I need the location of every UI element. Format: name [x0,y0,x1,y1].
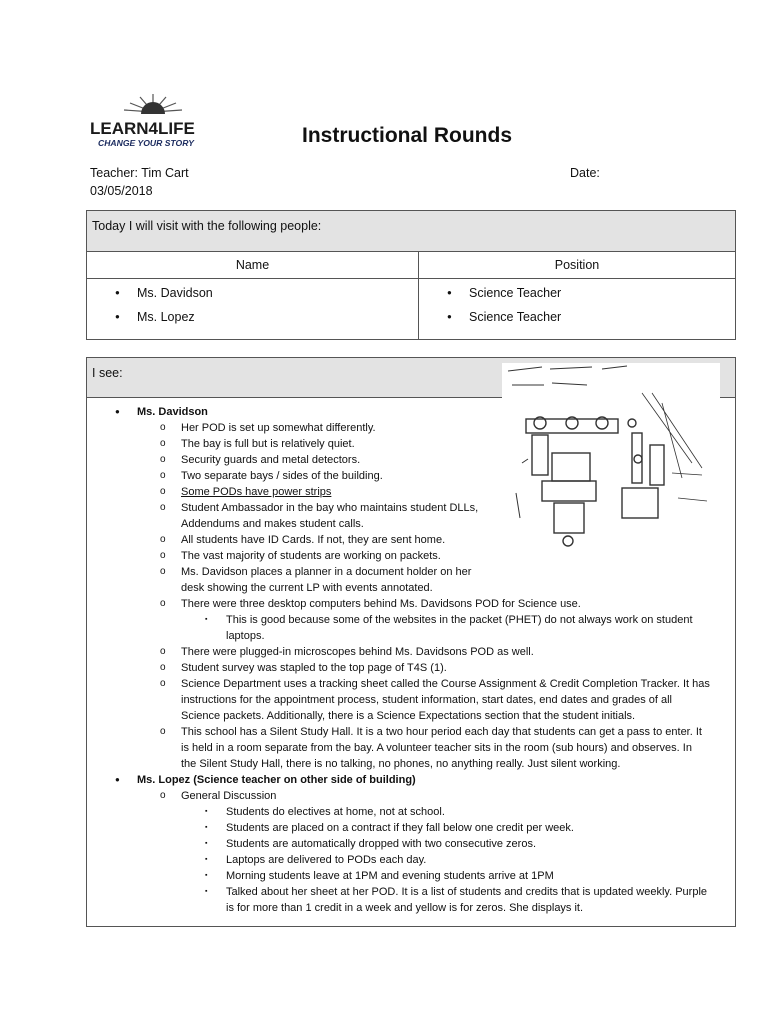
logo-wordmark: LEARN4LIFE [90,119,195,138]
underlined-note: Some PODs have power strips [181,486,332,498]
list-item: ● Science Teacher [419,307,735,331]
list-item: o The vast majority of students are working on packets. [87,548,735,564]
list-item: o Security guards and metal detectors. [87,452,735,468]
list-item: ▪ Laptops are delivered to PODs each day. [87,852,735,868]
position-column-header: Position [419,252,736,279]
note-line: o Student Ambassador in the bay who maintains student DLLs, [181,502,479,514]
list-item: o Two separate bays / sides of the building. [87,468,735,484]
list-item: ● Ms. Lopez (Science teacher on other side of building) [87,772,735,788]
date-label: Date: [570,166,600,180]
list-item: ▪ Students are placed on a contract if they fall below one credit per week. [87,820,735,836]
teacher-line: Teacher: Tim Cart [90,166,189,180]
list-item [87,676,735,724]
observation-notes [87,404,735,916]
note-line: Addendums and makes student calls. [181,518,364,530]
note-line: laptops. [226,630,265,642]
list-item: o There were plugged-in microscopes behind Ms. Davidsons POD as well. [87,644,735,660]
list-item [87,724,735,772]
list-item: ● Ms. Davidson [87,404,735,420]
list-item [87,500,735,532]
list-item: ● Science Teacher [419,283,735,307]
list-item: ▪ Morning students leave at 1PM and evening students arrive at 1PM [87,868,735,884]
observation-section [86,357,736,927]
list-item: o All students have ID Cards. If not, they are sent home. [87,532,735,548]
list-item [87,484,735,500]
note-line: o Science Department uses a tracking sheet called the Course Assignment & Credit Completion Tracker. It has [181,678,710,690]
list-item: o Student survey was stapled to the top page of T4S (1). [87,660,735,676]
note-line: ▪ Talked about her sheet at her POD. It is a list of students and credits that is updated weekly. Purple [226,886,708,898]
note-line: ▪ This is good because some of the websites in the packet (PHET) do not always work on student [226,614,693,626]
date-value: 03/05/2018 [90,184,153,198]
positions-cell [419,279,736,340]
note-line: Science packets. Additionally, there is a Science Expectations section that the student initials. [181,710,636,722]
list-item: ● Ms. Lopez [87,307,418,331]
visit-table [86,210,736,340]
list-item: o General Discussion [87,788,735,804]
learn4life-logo [88,92,218,150]
note-line: o This school has a Silent Study Hall. It is a two hour period each day that students can get a pass to enter. It [181,726,702,738]
note-line: o Ms. Davidson places a planner in a document holder on her [181,566,472,578]
list-item: ▪ Students are automatically dropped with two consecutive zeros. [87,836,735,852]
list-item [87,564,735,596]
name-column-header: Name [87,252,419,279]
page-title: Instructional Rounds [302,124,512,147]
note-line: the Silent Study Hall, there is no talking, no phones, no anything really. Just silent working. [181,758,621,770]
list-item: ● Ms. Davidson [87,283,418,307]
list-item: o The bay is full but is relatively quiet. [87,436,735,452]
note-line: is held in a room separate from the bay. A volunteer teacher sits in the room (sub hours) and observes. In [181,742,692,754]
note-line: instructions for the appointment process, student information, start dates, end dates and grades of all [181,694,673,706]
visit-table-heading: Today I will visit with the following people: [87,211,736,252]
list-item: o Her POD is set up somewhat differently. [87,420,735,436]
list-item: ▪ Students do electives at home, not at school. [87,804,735,820]
observation-heading: I see: [87,358,735,398]
list-item: o There were three desktop computers behind Ms. Davidsons POD for Science use. [87,596,735,612]
names-cell [87,279,419,340]
note-line: desk showing the current LP with events annotated. [181,582,433,594]
note-line: is for more than 1 credit in a week and yellow is for zeros. She displays it. [226,902,584,914]
logo-tagline: CHANGE YOUR STORY [98,138,194,148]
list-item [87,612,735,644]
list-item [87,884,735,916]
